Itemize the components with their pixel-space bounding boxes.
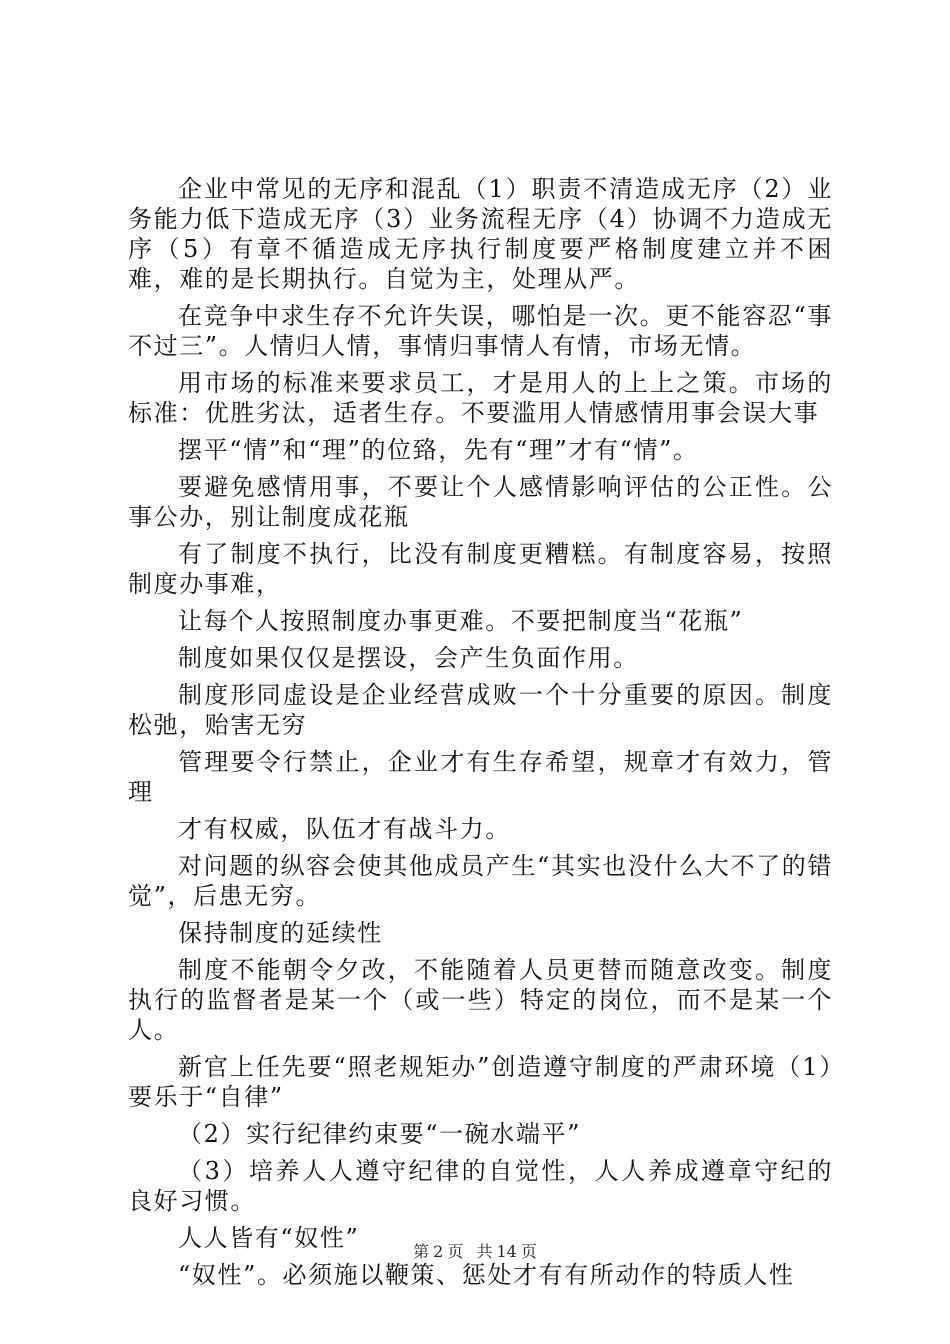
paragraph: 企业中常见的无序和混乱（1）职责不清造成无序（2）业务能力低下造成无序（3）业务流程无序（4）协调不力造成无序（5）有章不循造成无序执行制度要严格制度建立并不困难，难的是长期执行。自觉为主，处理从严。	[128, 175, 833, 293]
total-pages: 14	[496, 1242, 517, 1261]
document-body	[128, 174, 833, 1290]
paragraph: 在竞争中求生存不允许失误，哪怕是一次。更不能容忍“事不过三”。人情归人情，事情归事情人有情，市场无情。	[128, 302, 833, 360]
page-label: 第	[413, 1242, 430, 1261]
paragraph: 用市场的标准来要求员工，才是用人的上上之策。市场的标准：优胜劣汰，适者生存。不要滥用人情感情用事会误大事	[128, 369, 833, 427]
paragraph: 制度如果仅仅是摆设，会产生负面作用。	[178, 644, 639, 672]
paragraph: 管理要令行禁止，企业才有生存希望，规章才有效力，管理	[128, 748, 833, 806]
paragraph: 有了制度不执行，比没有制度更糟糕。有制度容易，按照制度办事难，	[128, 540, 833, 598]
paragraph: 人人皆有“奴性”	[178, 1224, 360, 1252]
paragraph: 对问题的纵容会使其他成员产生“其实也没什么大不了的错觉”，后患无穷。	[128, 852, 833, 910]
paragraph: 新官上任先要“照老规矩办”创造遵守制度的严肃环境（1）要乐于“自律”	[128, 1053, 833, 1111]
paragraph: 制度不能朝令夕改，不能随着人员更替而随意改变。制度执行的监督者是某一个（或一些）特定的岗位，而不是某一个人。	[128, 956, 833, 1044]
paragraph: （2）实行纪律约束要“一碗水端平”	[178, 1120, 582, 1148]
page-number: 2	[433, 1242, 444, 1261]
paragraph: 要避免感情用事，不要让个人感情影响评估的公正性。公事公办，别让制度成花瓶	[128, 473, 833, 531]
paragraph: 让每个人按照制度办事更难。不要把制度当“花瓶”	[178, 607, 744, 635]
paragraph: “奴性”。必须施以鞭策、惩处才有有所动作的特质人性	[178, 1261, 795, 1289]
paragraph: 制度形同虚设是企业经营成败一个十分重要的原因。制度松弛，贻害无穷	[128, 681, 833, 739]
page-footer	[0, 1242, 950, 1262]
total-label: 共	[476, 1242, 493, 1261]
total-unit: 页	[520, 1242, 537, 1261]
total-indicator	[474, 1242, 538, 1261]
paragraph: 才有权威，队伍才有战斗力。	[178, 815, 511, 843]
paragraph: （3）培养人人遵守纪律的自觉性，人人养成遵章守纪的良好习惯。	[128, 1157, 833, 1215]
page-indicator	[411, 1242, 465, 1261]
paragraph: 保持制度的延续性	[178, 919, 383, 947]
paragraph: 摆平“情”和“理”的位臵，先有“理”才有“情”。	[178, 436, 699, 464]
page-unit: 页	[447, 1242, 464, 1261]
